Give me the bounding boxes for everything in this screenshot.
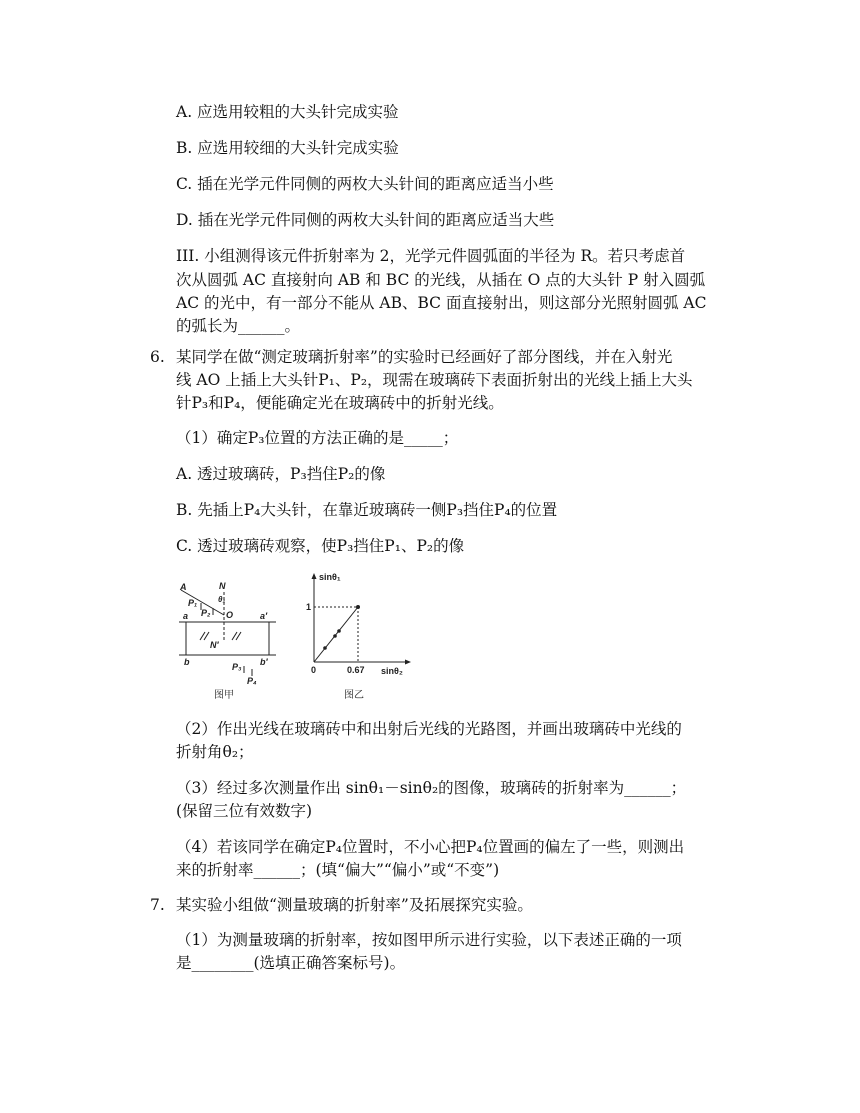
q7-sub1-line1: （1）为测量玻璃的折射率，按如图甲所示进行实验，以下表述正确的一项 bbox=[176, 931, 682, 949]
q5-part3-line1: III. 小组测得该元件折射率为 2，光学元件圆弧面的半径为 R。若只考虑首 bbox=[176, 247, 686, 265]
q5-option-a: A. 应选用较粗的大头针完成实验 bbox=[176, 103, 399, 121]
origin-label: 0 bbox=[311, 665, 317, 675]
label-p2: P₂ bbox=[201, 608, 211, 618]
label-n: N bbox=[219, 581, 226, 591]
label-a-prime: a′ bbox=[260, 611, 268, 621]
q7-number: 7. bbox=[150, 896, 165, 914]
figure-yi-labels bbox=[306, 572, 403, 676]
q6-figures bbox=[176, 572, 426, 702]
q6-option-b: B. 先插上P₄大头针，在靠近玻璃砖一侧P₃挡住P₄的位置 bbox=[176, 501, 558, 519]
q6-stem-line2: 线 AO 上插上大头针P₁、P₂，现需在玻璃砖下表面折射出的光线上插上大头 bbox=[176, 371, 693, 389]
label-b-prime: b′ bbox=[260, 657, 268, 667]
data-point bbox=[333, 634, 337, 638]
data-point bbox=[356, 605, 360, 609]
q6-sub4-line1: （4）若该同学在确定P₄位置时，不小心把P₄位置画的偏左了一些，则测出 bbox=[176, 838, 685, 856]
label-o: O bbox=[226, 610, 234, 620]
q6-number: 6. bbox=[150, 348, 165, 366]
q6-stem-line3: 针P₃和P₄，便能确定光在玻璃砖中的折射光线。 bbox=[176, 394, 504, 412]
label-p3: P₃ bbox=[232, 662, 242, 672]
figure-yi bbox=[312, 573, 412, 665]
q5-part3-line3: AC 的光中，有一部分不能从 AB、BC 面直接射出，则这部分光照射圆弧 AC bbox=[176, 294, 707, 312]
q7-sub1-line2: 是________(选填正确答案标号)。 bbox=[176, 954, 406, 972]
label-a-point: A bbox=[180, 582, 187, 592]
q6-sub3-line2: (保留三位有效数字) bbox=[176, 802, 313, 820]
q5-option-b: B. 应选用较细的大头针完成实验 bbox=[176, 139, 399, 157]
q5-option-d: D. 插在光学元件同侧的两枚大头针间的距离应适当大些 bbox=[176, 211, 555, 229]
q6-sub4-line2: 来的折射率______；(填“偏大”“偏小”或“不变”) bbox=[176, 861, 500, 879]
x-axis-label: sinθ₂ bbox=[381, 666, 403, 676]
q6-sub1: （1）确定P₃位置的方法正确的是_____； bbox=[176, 429, 459, 447]
q6-sub3-line1: （3）经过多次测量作出 sinθ₁－sinθ₂的图像，玻璃砖的折射率为______； bbox=[176, 779, 687, 797]
q6-sub2-line2: 折射角θ₂； bbox=[176, 743, 254, 761]
figure-yi-caption: 图乙 bbox=[344, 690, 364, 701]
label-n-prime: N′ bbox=[210, 640, 219, 650]
y-axis-label: sinθ₁ bbox=[319, 572, 341, 582]
label-theta1: θ₁ bbox=[218, 595, 226, 604]
figure-jia-caption: 图甲 bbox=[214, 690, 234, 701]
label-p4: P₄ bbox=[247, 676, 257, 686]
data-point bbox=[337, 629, 341, 633]
label-p1: P₁ bbox=[188, 598, 198, 608]
data-point bbox=[323, 646, 327, 650]
q5-part3-line4: 的弧长为______。 bbox=[176, 317, 301, 335]
q5-part3-line2: 次从圆弧 AC 直接射向 AB 和 BC 的光线，从插在 O 点的大头针 P 射入圆弧 bbox=[176, 271, 706, 289]
x-axis-arrow bbox=[405, 660, 411, 665]
q6-stem-line1: 某同学在做“测定玻璃折射率”的实验时已经画好了部分图线，并在入射光 bbox=[176, 348, 673, 366]
q6-sub2-line1: （2）作出光线在玻璃砖中和出射后光线的光路图，并画出玻璃砖中光线的 bbox=[176, 720, 682, 738]
q5-option-c: C. 插在光学元件同侧的两枚大头针间的距离应适当小些 bbox=[176, 175, 554, 193]
label-a: a bbox=[183, 611, 189, 621]
fit-line bbox=[314, 607, 358, 662]
label-b: b bbox=[184, 657, 190, 667]
x-tick-067: 0.67 bbox=[347, 665, 365, 675]
q6-option-a: A. 透过玻璃砖，P₃挡住P₂的像 bbox=[176, 465, 386, 483]
q7-stem: 某实验小组做“测量玻璃的折射率”及拓展探究实验。 bbox=[176, 896, 533, 914]
y-tick-1: 1 bbox=[306, 602, 312, 612]
y-axis-arrow bbox=[312, 573, 317, 579]
q6-option-c: C. 透过玻璃砖观察，使P₃挡住P₁、P₂的像 bbox=[176, 537, 465, 555]
